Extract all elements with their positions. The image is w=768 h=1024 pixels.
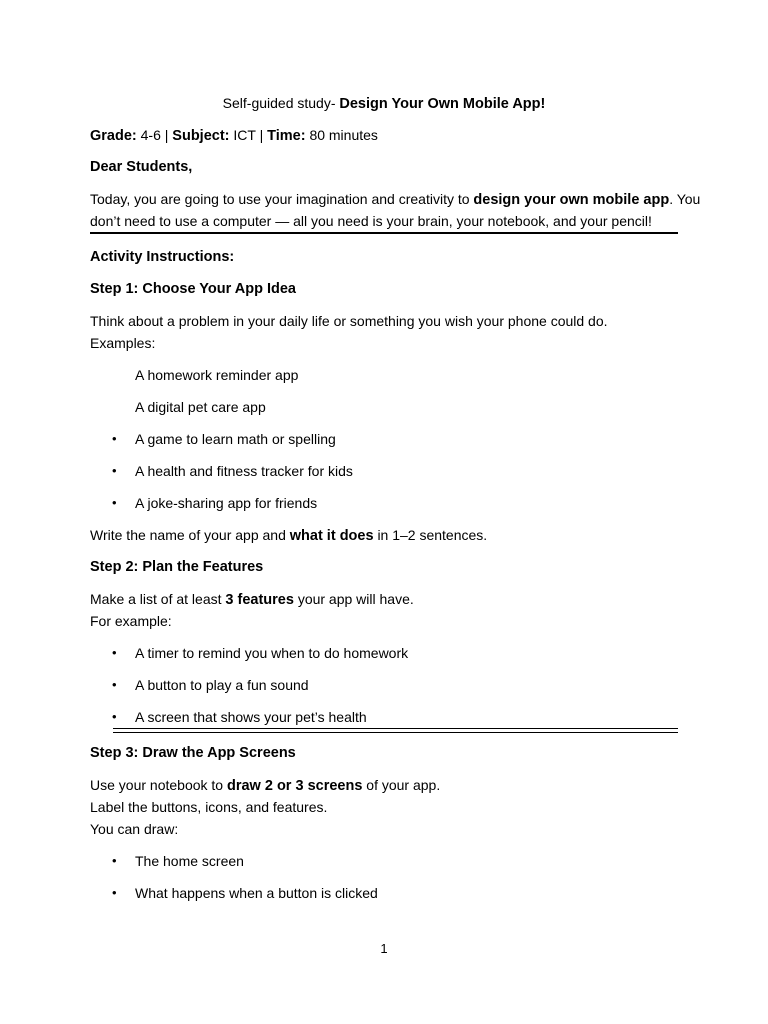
step3-draw-label: You can draw: <box>90 821 179 837</box>
greeting: Dear Students, <box>90 159 193 175</box>
intro-text-end: . You <box>669 191 701 207</box>
subject-label: Subject: <box>172 128 230 144</box>
step2-example-label: For example: <box>90 613 172 629</box>
title-main: Design Your Own Mobile App! <box>339 96 546 112</box>
title-prefix: Self-guided study- <box>222 95 336 111</box>
list-item: A health and fitness tracker for kids <box>135 463 353 479</box>
bullet-icon: • <box>112 853 117 868</box>
step2-text-end: your app will have. <box>297 591 414 607</box>
bullet-icon: • <box>112 645 117 660</box>
list-item: A joke-sharing app for friends <box>135 495 318 511</box>
step2-bold: 3 features <box>225 592 294 608</box>
bullet-icon: • <box>112 463 117 478</box>
bullet-icon: • <box>112 677 117 692</box>
list-item: A game to learn math or spelling <box>135 431 336 447</box>
step3-bold: draw 2 or 3 screens <box>226 778 363 794</box>
list-item: A homework reminder app <box>135 367 299 383</box>
step1-heading: Step 1: Choose Your App Idea <box>90 281 296 297</box>
grade-label: Grade: <box>90 128 137 144</box>
activity-heading: Activity Instructions: <box>90 249 235 265</box>
time-label: Time: <box>267 128 306 144</box>
subject-value: ICT <box>233 127 256 143</box>
step3-heading: Step 3: Draw the App Screens <box>90 745 296 761</box>
step3-text-end: of your app. <box>366 777 441 793</box>
list-item: A timer to remind you when to do homework <box>135 645 409 661</box>
intro-line-1 <box>90 189 700 210</box>
instruction-bold: what it does <box>289 528 374 544</box>
meta-separator: | <box>164 127 169 143</box>
step2-heading: Step 2: Plan the Features <box>90 559 264 575</box>
bullet-icon: • <box>112 709 117 724</box>
meta-separator: | <box>259 127 264 143</box>
document-title <box>0 93 768 114</box>
page-number: 1 <box>380 941 388 956</box>
instruction-text: Write the name of your app and <box>90 527 286 543</box>
step1-examples-label: Examples: <box>90 335 156 351</box>
step2-text <box>90 589 414 610</box>
step1-text: Think about a problem in your daily life or something you wish your phone could do. <box>90 313 608 329</box>
meta-line <box>90 125 378 146</box>
double-divider <box>113 728 678 733</box>
list-item: A screen that shows your pet’s health <box>135 709 367 725</box>
divider <box>90 232 678 234</box>
step1-instruction <box>90 525 487 546</box>
instruction-text-end: in 1–2 sentences. <box>377 527 488 543</box>
step2-text-start: Make a list of at least <box>90 591 222 607</box>
step3-text <box>90 775 440 796</box>
bullet-icon: • <box>112 495 117 510</box>
intro-bold: design your own mobile app <box>473 192 670 208</box>
grade-value: 4-6 <box>140 127 161 143</box>
list-item: The home screen <box>135 853 244 869</box>
bullet-icon: • <box>112 885 117 900</box>
step3-label-text: Label the buttons, icons, and features. <box>90 799 328 815</box>
list-item: A button to play a fun sound <box>135 677 309 693</box>
intro-text: Today, you are going to use your imagination and creativity to <box>90 191 470 207</box>
intro-line-2: don’t need to use a computer — all you need is your brain, your notebook, and your pencil! <box>90 213 652 229</box>
list-item: What happens when a button is clicked <box>135 885 378 901</box>
step3-text-start: Use your notebook to <box>90 777 224 793</box>
bullet-icon: • <box>112 431 117 446</box>
time-value: 80 minutes <box>309 127 378 143</box>
list-item: A digital pet care app <box>135 399 266 415</box>
